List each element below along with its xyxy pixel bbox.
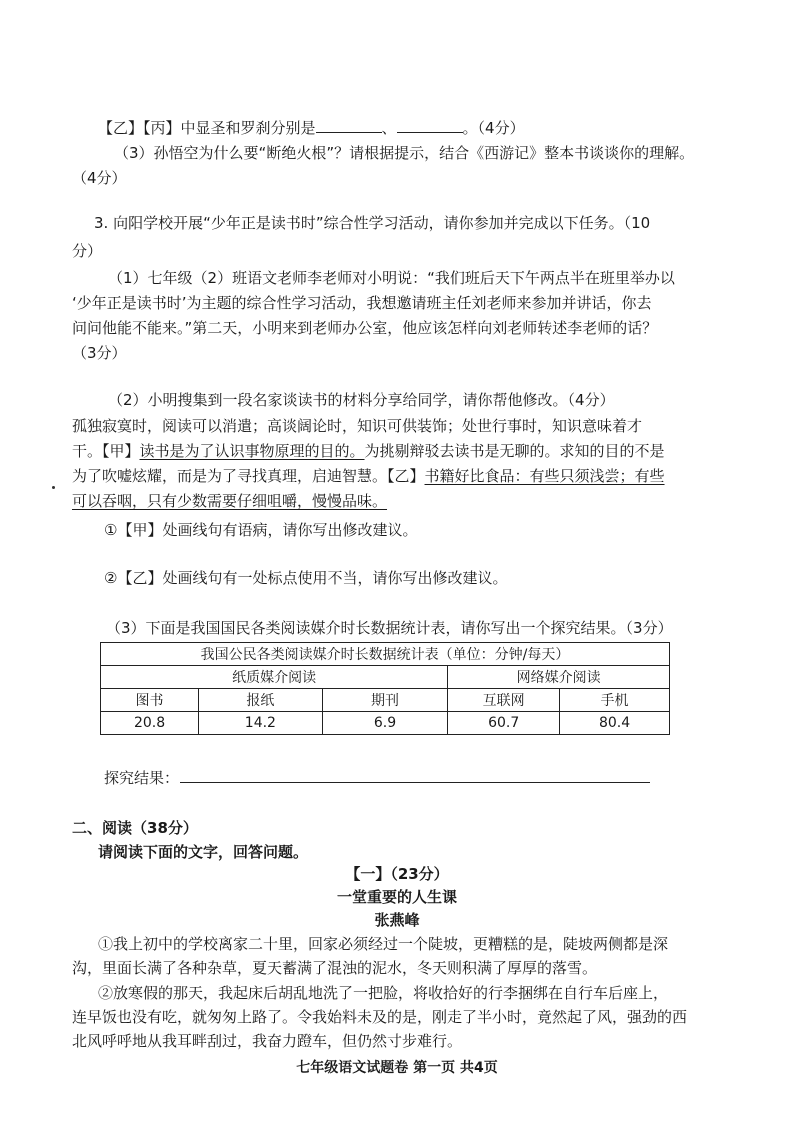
reading-stats-table [100, 642, 670, 735]
scan-mark [52, 486, 55, 489]
passage-line2-b: 为挑剔辩驳去读书是无聊的。求知的目的不是 [364, 442, 665, 460]
table-header: 图书 [101, 689, 199, 712]
paragraph-2-line1: ②放寒假的那天，我起床后胡乱地洗了一把脸，将收拾好的行李捆绑在自行车后座上， [98, 984, 669, 1002]
q3-sub1-line1: （1）七年级（2）班语文老师李老师对小明说：“我们班后天下午两点半在班里举办以 [108, 269, 675, 287]
underlined-sentence-yi-2: 可以吞咽，只有少数需要仔细咀嚼，慢慢品味。 [72, 492, 388, 510]
paragraph-2-line2: 连早饭也没有吃，就匆匆上路了。令我始料未及的是，刚走了半小时，竟然起了风，强劲的西 [72, 1008, 688, 1026]
q2-sub3-line1: （3）孙悟空为什么要“断绝火根”？请根据提示，结合《西游记》整本书谈谈你的理解。 [114, 144, 695, 162]
q3-sub1-line2: ‘少年正是读书时’为主题的综合性学习活动，我想邀请班主任刘老师来参加并讲话，你去 [72, 294, 652, 312]
q3-intro-line2: 分） [72, 242, 103, 260]
paragraph-1-line2: 沟，里面长满了各种杂草，夏天蓄满了混浊的泥水，冬天则积满了厚厚的落雪。 [72, 959, 598, 977]
table-header: 报纸 [199, 689, 323, 712]
table-group-net: 网络媒介阅读 [448, 666, 670, 689]
passage-line2-a: 干。【甲】 [72, 442, 140, 460]
essay-title: 一堂重要的人生课 [336, 888, 457, 906]
table-header: 互联网 [448, 689, 560, 712]
passage-line4 [72, 491, 387, 511]
paragraph-1-line1: ①我上初中的学校离家二十里，回家必须经过一个陡坡，更糟糕的是，陡坡两侧都是深 [98, 935, 669, 953]
answer-blank-1[interactable] [316, 118, 382, 133]
table-header-row [101, 689, 670, 712]
q2-sub3-line2: （4分） [72, 169, 127, 187]
table-group-paper: 纸质媒介阅读 [101, 666, 448, 689]
paragraph-2-line3: 北风呼呼地从我耳畔刮过，我奋力蹬车，但仍然寸步难行。 [72, 1032, 463, 1050]
table-title: 我国公民各类阅读媒介时长数据统计表（单位：分钟/每天） [101, 643, 670, 666]
passage-line3 [72, 466, 665, 486]
passage-line1: 孤独寂寞时，阅读可以消遣；高谈阔论时，知识可供装饰；处世行事时，知识意味着才 [72, 417, 643, 435]
answer-label: 探究结果： [104, 769, 180, 787]
q2-blank-question [98, 118, 525, 138]
q3-sub1-line3: 问问他能不能来。”第二天，小明来到老师办公室，他应该怎样向刘老师转述李老师的话？ [72, 319, 658, 337]
answer-line[interactable] [180, 782, 650, 783]
passage-line2 [72, 441, 665, 461]
table-cell: 60.7 [448, 712, 560, 735]
q2-blank-prefix: 【乙】【丙】中显圣和罗刹分别是 [98, 119, 316, 137]
table-cell: 80.4 [560, 712, 670, 735]
task-a: ①【甲】处画线句有语病，请你写出修改建议。 [104, 521, 418, 539]
passage-line3-text: 为了吹嘘炫耀，而是为了寻找真理，启迪智慧。【乙】 [72, 467, 425, 485]
essay-author: 张燕峰 [374, 911, 420, 929]
table-cell: 20.8 [101, 712, 199, 735]
section2-heading: 二、阅读（38分） [72, 819, 198, 837]
table-header: 手机 [560, 689, 670, 712]
q2-blank-suffix: 。（4分） [462, 119, 525, 137]
underlined-sentence-yi-1: 书籍好比食品：有些只须浅尝；有些 [424, 467, 665, 485]
q2-blank-sep: 、 [381, 119, 397, 137]
part-label: 【一】（23分） [345, 865, 449, 883]
table-cell: 6.9 [322, 712, 448, 735]
q3-sub2-title: （2）小明搜集到一段名家谈读书的材料分享给同学，请你帮他修改。（4分） [108, 391, 615, 409]
q3-sub1-line4: （3分） [72, 344, 127, 362]
q3-sub3-title: （3）下面是我国国民各类阅读媒介时长数据统计表，请你写出一个探究结果。（3分） [106, 619, 673, 637]
page-footer: 七年级语文试题卷 第一页 共4页 [296, 1060, 498, 1076]
underlined-sentence-jia: 读书是为了认识事物原理的目的。 [139, 442, 365, 460]
table-row [101, 712, 670, 735]
answer-blank-2[interactable] [397, 118, 463, 133]
task-b: ②【乙】处画线句有一处标点使用不当，请你写出修改建议。 [104, 569, 508, 587]
table-cell: 14.2 [199, 712, 323, 735]
table-header: 期刊 [322, 689, 448, 712]
q3-intro-line1: 3. 向阳学校开展“少年正是读书时”综合性学习活动，请你参加并完成以下任务。（10 [94, 214, 651, 232]
section2-instruction: 请阅读下面的文字，回答问题。 [98, 843, 309, 861]
